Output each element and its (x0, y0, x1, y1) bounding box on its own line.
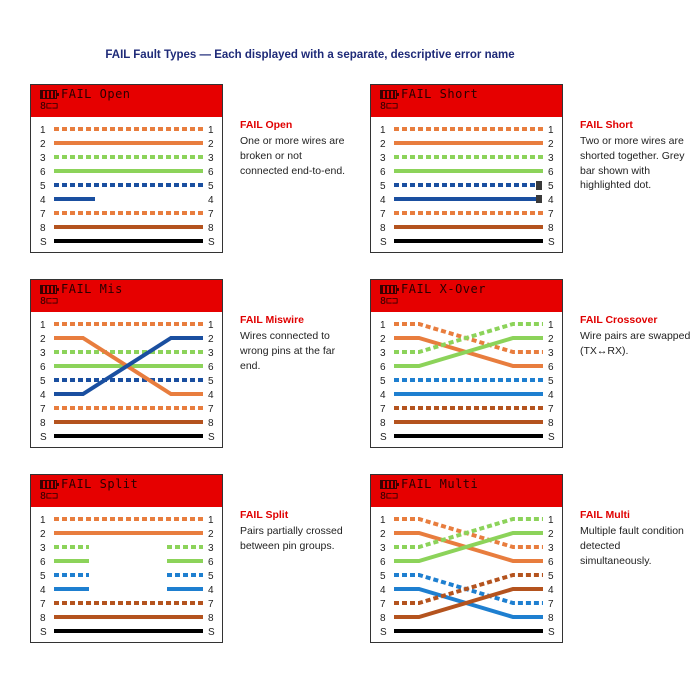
tester-screen (30, 84, 223, 253)
pin-labels-right (208, 125, 215, 248)
pin-label: 8 (208, 418, 214, 429)
battery-icon (40, 90, 57, 99)
pin-label: 4 (548, 585, 554, 596)
screen-header-text: FAIL X-Over (401, 282, 486, 296)
pin-label: 6 (548, 167, 554, 178)
screen-header-text: FAIL Mis (61, 282, 123, 296)
pin-label: 1 (380, 125, 386, 136)
pin-label: 6 (380, 557, 386, 568)
pin-label: 2 (40, 139, 46, 150)
pin-label: 5 (208, 571, 214, 582)
pin-label: 6 (380, 167, 386, 178)
screen-header-text: FAIL Open (61, 87, 131, 101)
connector-icon: 8⊏⊐ (380, 101, 399, 112)
pin-label: 7 (208, 209, 214, 220)
pin-label: 1 (380, 515, 386, 526)
pin-label: S (40, 237, 47, 248)
pin-label: 2 (40, 529, 46, 540)
fault-text: Wire pairs are swapped (TX↔RX). (580, 330, 691, 357)
pin-label: 5 (40, 181, 46, 192)
pin-label: 2 (548, 139, 554, 150)
pin-label: 3 (380, 348, 386, 359)
pin-label: 3 (548, 348, 554, 359)
pin-label: 7 (380, 209, 386, 220)
pin-label: 3 (548, 153, 554, 164)
pin-label: 6 (548, 362, 554, 373)
wire-diagram (31, 117, 223, 253)
pin-labels-right (208, 320, 215, 443)
pin-labels-left (380, 125, 387, 248)
pin-label: 4 (380, 585, 386, 596)
pin-label: 2 (548, 334, 554, 345)
connector-icon: 8⊏⊐ (380, 296, 399, 307)
pin-label: 4 (40, 585, 46, 596)
pin-label: 7 (380, 599, 386, 610)
pin-label: S (380, 627, 387, 638)
pin-label: S (548, 237, 555, 248)
pin-label: 7 (40, 599, 46, 610)
pin-label: 2 (208, 139, 214, 150)
pin-label: 3 (40, 348, 46, 359)
pin-label: 5 (548, 376, 554, 387)
pin-label: 1 (380, 320, 386, 331)
battery-icon (380, 285, 397, 294)
wire-diagram (371, 312, 563, 448)
pin-label: 1 (548, 515, 554, 526)
screen-header-text: FAIL Short (401, 87, 479, 101)
pin-labels-left (40, 125, 47, 248)
screen-header (31, 280, 222, 312)
pin-label: 7 (40, 209, 46, 220)
pin-label: 7 (548, 404, 554, 415)
pin-label: 8 (380, 418, 386, 429)
pin-label: 3 (208, 543, 214, 554)
pin-label: 8 (380, 613, 386, 624)
pin-label: 3 (208, 348, 214, 359)
pin-label: 4 (40, 390, 46, 401)
tester-screen (30, 279, 223, 448)
pin-labels-right (548, 320, 555, 443)
pin-label: S (380, 237, 387, 248)
screen-header-text: FAIL Split (61, 477, 139, 491)
connector-icon: 8⊏⊐ (40, 491, 59, 502)
pin-label: 3 (548, 543, 554, 554)
wire-diagram (371, 117, 563, 253)
screen-header-text: FAIL Multi (401, 477, 479, 491)
pin-label: 4 (380, 195, 386, 206)
pin-label: 1 (208, 320, 214, 331)
battery-icon (380, 480, 397, 489)
pin-label: 2 (380, 529, 386, 540)
pin-labels-left (40, 320, 47, 443)
page-title: FAIL Fault Types — Each displayed with a separate, descriptive error name (105, 49, 515, 61)
pin-label: 5 (40, 376, 46, 387)
fault-text: Two or more wires are shorted together. Grey bar shown with highlighted dot. (580, 135, 685, 192)
pin-label: 6 (208, 167, 214, 178)
pin-label: 5 (40, 571, 46, 582)
pin-label: 8 (208, 223, 214, 234)
panel-crossover (370, 279, 690, 449)
fault-text: One or more wires are broken or not connected end-to-end. (240, 135, 346, 177)
pin-label: 6 (380, 362, 386, 373)
fault-text: Wires connected to wrong pins at the far end. (240, 330, 336, 372)
pin-label: 7 (40, 404, 46, 415)
fault-name: FAIL Short (580, 119, 633, 131)
fault-description (240, 314, 352, 373)
tester-screen (30, 474, 223, 643)
wire-diagram (31, 507, 223, 643)
pin-label: 5 (548, 181, 554, 192)
pin-label: 4 (208, 390, 214, 401)
pin-label: 2 (208, 529, 214, 540)
pin-label: S (548, 432, 555, 443)
pin-label: 3 (40, 543, 46, 554)
pin-label: 4 (40, 195, 46, 206)
fault-name: FAIL Crossover (580, 314, 658, 326)
pin-label: 5 (380, 571, 386, 582)
fault-name: FAIL Miswire (240, 314, 304, 326)
pin-label: 8 (548, 613, 554, 624)
battery-icon (40, 480, 57, 489)
connector-icon: 8⊏⊐ (380, 491, 399, 502)
pin-labels-left (380, 320, 387, 443)
pin-labels-right (548, 125, 555, 248)
screen-header (31, 85, 222, 117)
pin-label: 5 (380, 376, 386, 387)
pin-label: 1 (548, 320, 554, 331)
pin-label: S (380, 432, 387, 443)
pin-label: 7 (208, 404, 214, 415)
wire-diagram (371, 507, 563, 643)
tester-screen (370, 279, 563, 448)
pin-label: 2 (548, 529, 554, 540)
pin-labels-right (208, 515, 215, 638)
fault-text: Pairs partially crossed between pin groups. (240, 525, 343, 552)
pin-label: 8 (40, 418, 46, 429)
panel-split (30, 474, 350, 644)
connector-icon: 8⊏⊐ (40, 101, 59, 112)
tester-screen (370, 474, 563, 643)
pin-label: 4 (208, 585, 214, 596)
pin-labels-left (380, 515, 387, 638)
pin-label: 1 (208, 125, 214, 136)
pin-label: 8 (40, 613, 46, 624)
pin-label: 3 (40, 153, 46, 164)
pin-label: 5 (548, 571, 554, 582)
pin-label: 7 (548, 209, 554, 220)
fault-name: FAIL Open (240, 119, 293, 131)
pin-label: 1 (40, 515, 46, 526)
pin-label: 2 (208, 334, 214, 345)
pin-label: 4 (548, 390, 554, 401)
fault-description (580, 314, 692, 359)
panel-open (30, 84, 350, 254)
pin-label: 6 (208, 557, 214, 568)
pin-label: S (208, 237, 215, 248)
fault-description (240, 119, 352, 178)
pin-label: 6 (208, 362, 214, 373)
battery-icon (40, 285, 57, 294)
pin-label: 1 (40, 125, 46, 136)
fault-description (580, 119, 692, 193)
panel-miswire (30, 279, 350, 449)
panel-multi (370, 474, 690, 644)
pin-label: 8 (548, 418, 554, 429)
pin-label: 6 (40, 167, 46, 178)
fault-description (580, 509, 692, 568)
pin-label: S (40, 627, 47, 638)
fault-name: FAIL Multi (580, 509, 630, 521)
panel-short (370, 84, 690, 254)
pin-label: 8 (548, 223, 554, 234)
connector-icon: 8⊏⊐ (40, 296, 59, 307)
pin-label: 1 (40, 320, 46, 331)
pin-label: 8 (208, 613, 214, 624)
fault-text: Multiple fault condition detected simultaneously. (580, 525, 684, 567)
pin-label: 5 (208, 181, 214, 192)
pin-label: 3 (380, 543, 386, 554)
pin-label: 3 (380, 153, 386, 164)
pin-label: S (548, 627, 555, 638)
pin-label: 6 (548, 557, 554, 568)
pin-label: 4 (380, 390, 386, 401)
pin-label: 4 (208, 195, 214, 206)
pin-label: 2 (380, 334, 386, 345)
pin-label: S (208, 627, 215, 638)
pin-label: 8 (380, 223, 386, 234)
pin-label: 7 (380, 404, 386, 415)
pin-label: 2 (380, 139, 386, 150)
pin-label: 7 (208, 599, 214, 610)
pin-label: 1 (548, 125, 554, 136)
pin-label: 5 (208, 376, 214, 387)
screen-header (31, 475, 222, 507)
battery-icon (380, 90, 397, 99)
fault-name: FAIL Split (240, 509, 289, 521)
wire-diagram (31, 312, 223, 448)
pin-label: 6 (40, 362, 46, 373)
pin-label: 8 (40, 223, 46, 234)
fault-description (240, 509, 352, 554)
short-dot (536, 190, 542, 195)
pin-label: 6 (40, 557, 46, 568)
pin-label: 7 (548, 599, 554, 610)
pin-label: S (40, 432, 47, 443)
pin-label: S (208, 432, 215, 443)
screen-header (371, 85, 562, 117)
pin-label: 2 (40, 334, 46, 345)
pin-label: 1 (208, 515, 214, 526)
pin-label: 4 (548, 195, 554, 206)
pin-labels-right (548, 515, 555, 638)
pin-labels-left (40, 515, 47, 638)
tester-screen (370, 84, 563, 253)
pin-label: 3 (208, 153, 214, 164)
screen-header (371, 475, 562, 507)
pin-label: 5 (380, 181, 386, 192)
screen-header (371, 280, 562, 312)
